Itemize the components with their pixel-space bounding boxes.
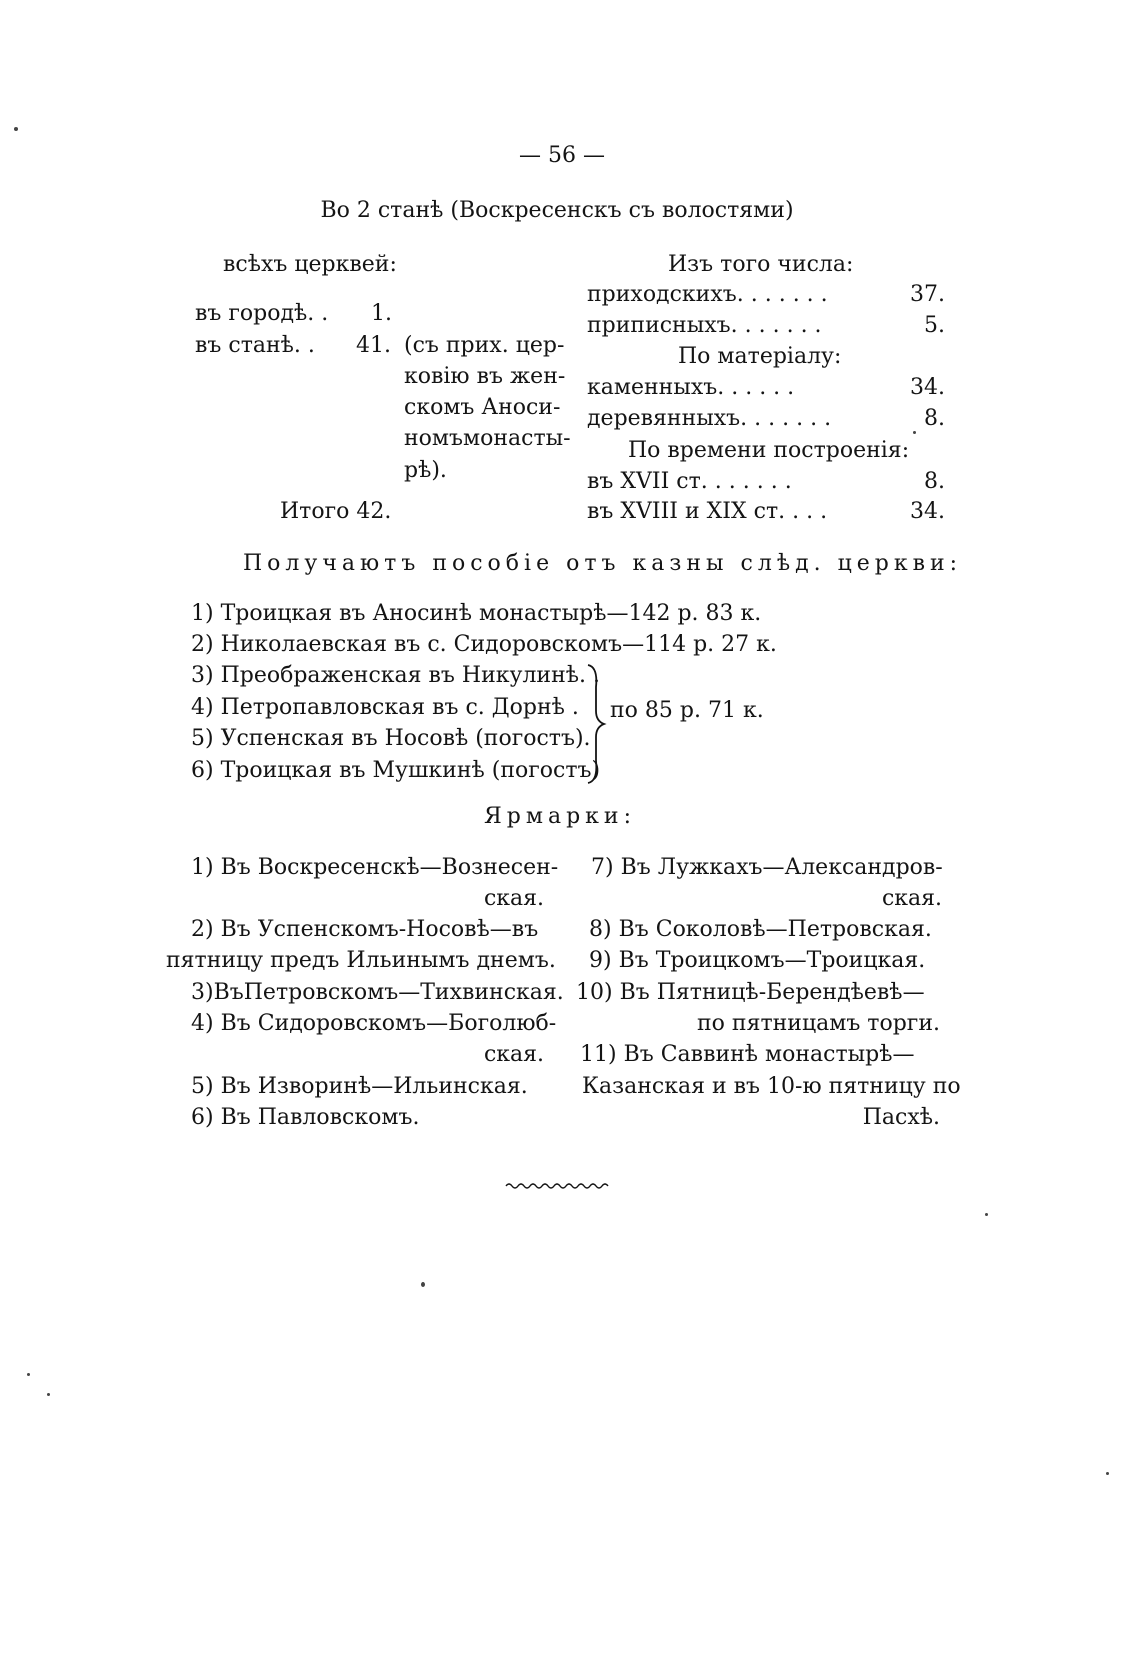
stone-value: 34.	[910, 375, 945, 400]
parish-value: 37.	[910, 282, 945, 307]
scan-speck	[14, 127, 18, 131]
scan-speck	[1106, 1472, 1109, 1475]
wooden-value: 8.	[924, 406, 945, 431]
aid-item: 3) Преображенская въ Никулинѣ. .	[191, 663, 600, 688]
churches-total: Итого 42.	[280, 499, 392, 524]
wooden-label: деревянныхъ. . . . . . .	[587, 406, 832, 431]
scan-speck	[913, 431, 916, 434]
aid-item: 1) Троицкая въ Аносинѣ монастырѣ—142 р. 83 к.	[191, 601, 762, 626]
aid-item: 4) Петропавловская въ с. Дорнѣ .	[191, 695, 579, 720]
fair-line: 2) Въ Успенскомъ-Носовѣ—въ	[191, 917, 539, 942]
stan-value: 41.	[356, 333, 391, 358]
fair-line: 8) Въ Соколовѣ—Петровская.	[589, 917, 932, 942]
breakdown-heading: Изъ того числа:	[668, 252, 854, 277]
fairs-heading: Ярмарки:	[484, 804, 636, 829]
c17-label: въ XVII ст. . . . . . .	[587, 469, 792, 494]
section-title: Во 2 станѣ (Воскресенскъ съ волостями)	[320, 198, 794, 223]
assigned-value: 5.	[924, 313, 945, 338]
fair-line: 9) Въ Троицкомъ—Троицкая.	[589, 948, 926, 973]
fair-line: 5) Въ Изворинѣ—Ильинская.	[191, 1074, 528, 1099]
wavy-divider-icon	[504, 1180, 614, 1192]
assigned-label: приписныхъ. . . . . . .	[587, 313, 822, 338]
c18-value: 34.	[910, 499, 945, 524]
aid-item: 2) Николаевская въ с. Сидоровскомъ—114 р. 27 к.	[191, 632, 777, 657]
fair-line: пятницу предъ Ильинымъ днемъ.	[166, 948, 556, 973]
fair-line: ская.	[483, 1042, 544, 1067]
aid-group-amount: по 85 р. 71 к.	[610, 698, 764, 723]
time-heading: По времени построенія:	[628, 438, 910, 463]
stone-label: каменныхъ. . . . . .	[587, 375, 795, 400]
city-value: 1.	[371, 301, 392, 326]
brace-icon	[584, 663, 610, 785]
church-note-line: ковію въ жен-	[404, 364, 566, 389]
fair-line: Пасхѣ.	[862, 1105, 940, 1130]
church-note-line: рѣ).	[404, 458, 447, 483]
stan-label: въ станѣ. .	[195, 333, 315, 358]
fair-line: 6) Въ Павловскомъ.	[191, 1105, 420, 1130]
fair-line: 4) Въ Сидоровскомъ—Боголюб-	[191, 1011, 557, 1036]
fair-line: ская.	[483, 886, 544, 911]
fair-line: Казанская и въ 10-ю пятницу по	[582, 1074, 961, 1099]
aid-heading: Получаютъ пособіе отъ казны слѣд. церкви:	[243, 551, 963, 576]
all-churches-label: всѣхъ церквей:	[223, 252, 397, 277]
parish-label: приходскихъ. . . . . . .	[587, 282, 828, 307]
city-label: въ городѣ. .	[195, 301, 329, 326]
scan-speck	[47, 1393, 50, 1396]
scan-speck	[421, 1282, 425, 1287]
aid-item: 5) Успенская въ Носовѣ (погостъ).	[191, 726, 591, 751]
scan-speck	[27, 1373, 30, 1376]
fair-line: 1) Въ Воскресенскѣ—Вознесен-	[191, 855, 559, 880]
aid-item: 6) Троицкая въ Мушкинѣ (погостъ)	[191, 758, 601, 783]
fair-line: 3)ВъПетровскомъ—Тихвинская.	[191, 980, 564, 1005]
c17-value: 8.	[924, 469, 945, 494]
fair-line: 7) Въ Лужкахъ—Александров-	[591, 855, 943, 880]
material-heading: По матеріалу:	[678, 344, 842, 369]
fair-line: 10) Въ Пятницѣ-Берендѣевѣ—	[576, 980, 925, 1005]
fair-line: по пятницамъ торги.	[697, 1011, 940, 1036]
church-note-line: скомъ Аноси-	[404, 395, 561, 420]
c18-label: въ XVIII и XIX ст. . . .	[587, 499, 828, 524]
scan-speck	[985, 1213, 988, 1216]
church-note-line: (съ прих. цер-	[404, 333, 565, 358]
church-note-line: номъмонасты-	[404, 426, 571, 451]
page-number: — 56 —	[519, 143, 605, 168]
fair-line: 11) Въ Саввинѣ монастырѣ—	[580, 1042, 915, 1067]
fair-line: ская.	[881, 886, 942, 911]
